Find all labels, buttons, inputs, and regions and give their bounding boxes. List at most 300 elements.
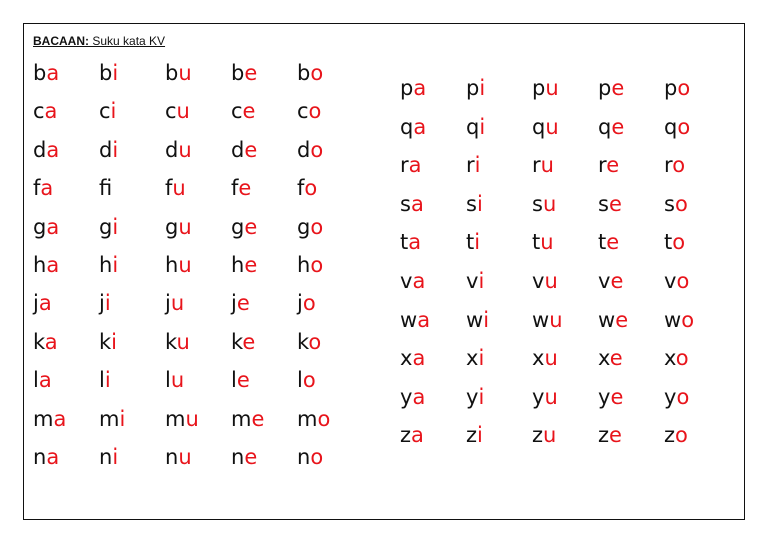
syllable-mi — [99, 407, 125, 431]
syllable-se — [598, 192, 622, 216]
syllable-consonant: f — [297, 176, 305, 201]
syllable-go — [297, 215, 323, 239]
syllable-vowel: a — [46, 445, 60, 469]
syllable-fa — [33, 176, 53, 200]
syllable-vowel: a — [46, 214, 60, 239]
syllable-consonant: r — [466, 153, 475, 178]
syllable-vowel: o — [672, 230, 686, 255]
syllable-consonant: q — [466, 114, 480, 139]
syllable-vowel: e — [609, 346, 623, 371]
syllable-consonant: b — [231, 61, 245, 85]
syllable-consonant: n — [231, 445, 245, 469]
syllable-xo — [664, 346, 689, 370]
syllable-vowel: o — [310, 61, 324, 85]
syllable-lu — [165, 368, 184, 392]
syllable-ku — [165, 330, 190, 354]
syllable-vowel: a — [38, 291, 52, 316]
syllable-consonant: w — [400, 307, 418, 332]
syllable-consonant: t — [664, 230, 673, 255]
syllable-vowel: i — [478, 384, 485, 409]
syllable-ha — [33, 253, 59, 277]
syllable-vowel: o — [675, 346, 689, 371]
syllable-vowel: o — [672, 153, 686, 178]
syllable-yi — [466, 385, 484, 409]
syllable-de — [231, 138, 257, 162]
syllable-vowel: i — [478, 269, 485, 293]
syllable-bi — [99, 61, 118, 85]
syllable-vowel: i — [483, 307, 490, 332]
syllable-consonant: f — [99, 176, 113, 201]
syllable-vowel: u — [176, 99, 190, 124]
syllable-consonant: d — [99, 137, 113, 162]
syllable-co — [297, 99, 321, 123]
syllable-vowel: a — [408, 153, 422, 178]
syllable-ve — [598, 269, 623, 293]
syllable-mo — [297, 407, 330, 431]
syllable-da — [33, 138, 59, 162]
syllable-consonant: c — [99, 99, 111, 124]
syllable-fi — [99, 176, 112, 200]
syllable-consonant: p — [466, 76, 480, 100]
syllable-hi — [99, 253, 118, 277]
syllable-gi — [99, 215, 118, 239]
syllable-wa — [400, 308, 430, 332]
syllable-consonant: y — [466, 384, 479, 409]
syllable-vowel: e — [610, 269, 624, 293]
syllable-ra — [400, 153, 422, 177]
syllable-ji — [99, 291, 111, 315]
syllable-sa — [400, 192, 424, 216]
syllable-vowel: a — [412, 384, 426, 409]
syllable-consonant: j — [33, 291, 39, 316]
syllable-consonant: f — [165, 176, 173, 201]
syllable-consonant: p — [532, 76, 546, 100]
syllable-cu — [165, 99, 190, 123]
syllable-ya — [400, 385, 425, 409]
syllable-consonant: m — [99, 406, 120, 431]
syllable-ko — [297, 330, 321, 354]
syllable-vowel: i — [112, 137, 119, 162]
syllable-vowel: u — [542, 191, 557, 216]
syllable-consonant: k — [33, 329, 45, 354]
syllable-consonant: m — [231, 406, 252, 431]
syllable-vowel: e — [244, 253, 258, 277]
syllable-ma — [33, 407, 66, 431]
syllable-vowel: u — [178, 253, 192, 277]
syllable-consonant: j — [231, 291, 237, 316]
syllable-ju — [165, 291, 184, 315]
syllable-consonant: x — [664, 346, 676, 371]
syllable-consonant: z — [400, 423, 412, 448]
syllable-vowel: u — [176, 329, 190, 354]
syllable-zi — [466, 423, 483, 447]
syllable-consonant: l — [231, 368, 237, 393]
syllable-consonant: c — [33, 99, 45, 124]
syllable-vowel: o — [302, 368, 316, 393]
syllable-ka — [33, 330, 58, 354]
syllable-di — [99, 138, 118, 162]
syllable-ke — [231, 330, 255, 354]
syllable-je — [231, 291, 250, 315]
syllable-vowel: a — [44, 99, 58, 124]
syllable-ro — [664, 153, 685, 177]
syllable-consonant: t — [400, 230, 409, 255]
syllable-consonant: l — [33, 368, 39, 393]
syllable-vowel: e — [251, 406, 265, 431]
heading-title: Suku kata KV — [89, 34, 166, 48]
syllable-vowel: i — [112, 253, 119, 277]
syllable-vowel: i — [478, 346, 485, 371]
syllable-consonant: y — [664, 384, 677, 409]
syllable-vowel: e — [610, 384, 624, 409]
syllable-consonant: x — [466, 346, 479, 371]
syllable-vowel: e — [244, 445, 258, 469]
syllable-ye — [598, 385, 623, 409]
syllable-consonant: b — [297, 61, 311, 85]
syllable-hu — [165, 253, 192, 277]
syllable-ca — [33, 99, 57, 123]
syllable-xi — [466, 346, 484, 370]
syllable-zu — [532, 423, 556, 447]
syllable-consonant: c — [231, 99, 243, 124]
syllable-vowel: o — [677, 114, 691, 139]
heading-label: BACAAN: — [33, 34, 89, 48]
syllable-vowel: i — [476, 191, 483, 216]
syllable-consonant: n — [165, 445, 179, 469]
syllable-consonant: y — [598, 384, 611, 409]
syllable-vowel: e — [608, 191, 622, 216]
syllable-xu — [532, 346, 558, 370]
syllable-vowel: o — [317, 406, 331, 431]
syllable-vowel: e — [611, 76, 625, 100]
syllable-consonant: v — [598, 269, 611, 293]
syllable-consonant: s — [664, 191, 675, 216]
syllable-xa — [400, 346, 425, 370]
syllable-vowel: u — [178, 137, 192, 162]
syllable-consonant: h — [165, 253, 179, 277]
syllable-vowel: o — [674, 191, 688, 216]
syllable-consonant: f — [33, 176, 41, 201]
syllable-vowel: e — [606, 230, 620, 255]
syllable-consonant: g — [33, 214, 47, 239]
syllable-consonant: h — [99, 253, 113, 277]
syllable-vowel: a — [417, 307, 431, 332]
syllable-vowel: i — [474, 230, 481, 255]
syllable-consonant: n — [99, 445, 113, 469]
syllable-vowel: a — [408, 230, 422, 255]
syllable-vowel: o — [308, 329, 322, 354]
syllable-ci — [99, 99, 116, 123]
syllable-qa — [400, 115, 426, 139]
syllable-consonant: t — [598, 230, 607, 255]
syllable-ce — [231, 99, 255, 123]
syllable-consonant: r — [532, 153, 541, 178]
syllable-consonant: n — [297, 445, 311, 469]
syllable-li — [99, 368, 111, 392]
syllable-fo — [297, 176, 317, 200]
syllable-vowel: o — [677, 76, 691, 100]
syllable-consonant: h — [297, 253, 311, 277]
syllable-qo — [664, 115, 690, 139]
syllable-consonant: s — [598, 191, 609, 216]
syllable-fe — [231, 176, 251, 200]
syllable-vowel: a — [44, 329, 58, 354]
syllable-te — [598, 230, 619, 254]
syllable-vowel: o — [310, 445, 324, 469]
syllable-consonant: p — [598, 76, 612, 100]
syllable-consonant: k — [165, 329, 177, 354]
syllable-pe — [598, 76, 624, 100]
syllable-consonant: k — [99, 329, 112, 354]
syllable-vowel: e — [236, 291, 250, 316]
syllable-pi — [466, 76, 485, 100]
syllable-ba — [33, 61, 59, 85]
syllable-consonant: z — [598, 423, 610, 448]
worksheet-frame — [23, 23, 745, 520]
syllable-pu — [532, 76, 559, 100]
syllable-qu — [532, 115, 559, 139]
syllable-consonant: b — [33, 61, 47, 85]
syllable-du — [165, 138, 192, 162]
syllable-consonant: z — [466, 423, 478, 448]
syllable-vowel: o — [681, 307, 695, 332]
syllable-consonant: w — [664, 307, 682, 332]
syllable-so — [664, 192, 688, 216]
syllable-vowel: u — [545, 76, 559, 100]
syllable-ze — [598, 423, 622, 447]
syllable-su — [532, 192, 556, 216]
syllable-consonant: p — [664, 76, 678, 100]
syllable-wu — [532, 308, 563, 332]
syllable-pa — [400, 76, 426, 100]
syllable-vowel: u — [185, 406, 199, 431]
syllable-vowel: a — [410, 191, 424, 216]
syllable-le — [231, 368, 250, 392]
syllable-consonant: v — [466, 269, 479, 293]
syllable-vowel: u — [540, 230, 554, 255]
syllable-consonant: t — [466, 230, 475, 255]
syllable-consonant: r — [400, 153, 409, 178]
syllable-consonant: q — [532, 114, 546, 139]
syllable-consonant: r — [664, 153, 673, 178]
syllable-vowel: e — [244, 137, 258, 162]
syllable-vowel: e — [244, 214, 258, 239]
syllable-tu — [532, 230, 554, 254]
syllable-vowel: u — [544, 346, 558, 371]
syllable-consonant: y — [400, 384, 413, 409]
syllable-vowel: i — [104, 368, 111, 393]
syllable-vowel: e — [244, 61, 258, 85]
syllable-we — [598, 308, 628, 332]
syllable-to — [664, 230, 685, 254]
syllable-consonant: g — [297, 214, 311, 239]
syllable-vowel: e — [242, 329, 256, 354]
syllable-vowel: e — [609, 423, 622, 448]
syllable-ri — [466, 153, 480, 177]
syllable-consonant: z — [532, 423, 544, 448]
syllable-he — [231, 253, 257, 277]
syllable-za — [400, 423, 424, 447]
syllable-vowel: o — [676, 384, 690, 409]
syllable-vowel: u — [170, 368, 185, 393]
syllable-vowel: u — [549, 307, 563, 332]
syllable-vowel: a — [411, 423, 424, 448]
syllable-qi — [466, 115, 485, 139]
syllable-be — [231, 61, 257, 85]
syllable-consonant: n — [33, 445, 47, 469]
syllable-vowel: o — [304, 176, 318, 201]
syllable-ni — [99, 445, 118, 469]
syllable-vowel: u — [178, 214, 192, 239]
syllable-consonant: l — [297, 368, 303, 393]
syllable-bu — [165, 61, 192, 85]
syllable-consonant: w — [466, 307, 484, 332]
syllable-consonant: h — [33, 253, 47, 277]
syllable-vowel: u — [172, 176, 186, 201]
syllable-consonant: l — [99, 368, 105, 393]
syllable-consonant: p — [400, 76, 414, 100]
syllable-consonant: g — [231, 214, 245, 239]
syllable-ja — [33, 291, 52, 315]
syllable-vowel: o — [675, 423, 688, 448]
syllable-ru — [532, 153, 554, 177]
syllable-consonant: j — [99, 291, 105, 316]
syllable-consonant: v — [400, 269, 413, 293]
syllable-vowel: a — [413, 76, 427, 100]
worksheet-heading — [33, 34, 165, 48]
syllable-vowel: i — [112, 61, 119, 85]
syllable-vowel: i — [111, 329, 118, 354]
syllable-consonant: m — [297, 406, 318, 431]
syllable-vu — [532, 269, 558, 293]
syllable-consonant: w — [598, 307, 616, 332]
syllable-consonant: w — [532, 307, 550, 332]
syllable-consonant: b — [165, 61, 179, 85]
syllable-consonant: v — [664, 269, 677, 293]
syllable-vowel: o — [302, 291, 316, 316]
syllable-ta — [400, 230, 421, 254]
syllable-consonant: r — [598, 153, 607, 178]
syllable-fu — [165, 176, 186, 200]
syllable-consonant: x — [598, 346, 610, 371]
syllable-consonant: j — [165, 291, 171, 316]
syllable-vowel: u — [170, 291, 185, 316]
syllable-vowel: a — [46, 253, 60, 277]
syllable-vowel: a — [53, 406, 67, 431]
syllable-consonant: q — [400, 114, 414, 139]
syllable-mu — [165, 407, 199, 431]
syllable-consonant: s — [532, 191, 543, 216]
syllable-vowel: i — [479, 114, 486, 139]
syllable-vowel: u — [178, 445, 192, 469]
syllable-vowel: i — [474, 153, 481, 178]
syllable-consonant: h — [231, 253, 245, 277]
syllable-la — [33, 368, 52, 392]
syllable-vowel: e — [236, 368, 250, 393]
syllable-vowel: u — [178, 61, 192, 85]
syllable-vowel: a — [413, 114, 427, 139]
syllable-vowel: i — [112, 214, 119, 239]
syllable-vowel: u — [544, 269, 558, 293]
syllable-consonant: d — [165, 137, 179, 162]
syllable-wo — [664, 308, 694, 332]
syllable-re — [598, 153, 619, 177]
syllable-consonant: l — [165, 368, 171, 393]
syllable-no — [297, 445, 323, 469]
syllable-bo — [297, 61, 323, 85]
syllable-do — [297, 138, 323, 162]
syllable-vowel: a — [38, 368, 52, 393]
syllable-consonant: k — [297, 329, 309, 354]
syllable-vowel: u — [540, 153, 554, 178]
syllable-consonant: y — [532, 384, 545, 409]
syllable-consonant: x — [532, 346, 545, 371]
syllable-ti — [466, 230, 480, 254]
syllable-consonant: t — [532, 230, 541, 255]
syllable-consonant: c — [165, 99, 177, 124]
syllable-vowel: e — [606, 153, 620, 178]
syllable-lo — [297, 368, 316, 392]
syllable-vowel: o — [676, 269, 690, 293]
syllable-vowel: o — [310, 137, 324, 162]
syllable-consonant: s — [400, 191, 411, 216]
syllable-ki — [99, 330, 117, 354]
syllable-consonant: g — [99, 214, 113, 239]
syllable-vowel: u — [544, 384, 558, 409]
syllable-vowel: i — [112, 445, 119, 469]
syllable-consonant: m — [165, 406, 186, 431]
syllable-wi — [466, 308, 489, 332]
syllable-vowel: e — [611, 114, 625, 139]
syllable-vowel: i — [479, 76, 486, 100]
syllable-consonant: d — [231, 137, 245, 162]
syllable-ga — [33, 215, 59, 239]
syllable-vowel: i — [110, 99, 117, 124]
syllable-consonant: s — [466, 191, 477, 216]
syllable-vowel: o — [310, 214, 324, 239]
syllable-vowel: a — [412, 269, 426, 293]
syllable-vo — [664, 269, 689, 293]
syllable-vowel: e — [615, 307, 629, 332]
syllable-consonant: d — [33, 137, 47, 162]
syllable-vowel: o — [310, 253, 324, 277]
syllable-consonant: x — [400, 346, 413, 371]
syllable-va — [400, 269, 425, 293]
syllable-vi — [466, 269, 484, 293]
syllable-consonant: f — [231, 176, 239, 201]
syllable-vowel: i — [104, 291, 111, 316]
syllable-vowel: a — [46, 137, 60, 162]
syllable-na — [33, 445, 59, 469]
syllable-consonant: j — [297, 291, 303, 316]
syllable-po — [664, 76, 690, 100]
syllable-vowel: a — [46, 61, 60, 85]
syllable-consonant: z — [664, 423, 676, 448]
syllable-vowel: i — [119, 406, 126, 431]
syllable-xe — [598, 346, 623, 370]
syllable-consonant: m — [33, 406, 54, 431]
syllable-vowel: u — [545, 114, 559, 139]
syllable-vowel: e — [242, 99, 256, 124]
syllable-consonant: c — [297, 99, 309, 124]
syllable-consonant: b — [99, 61, 113, 85]
syllable-zo — [664, 423, 688, 447]
syllable-vowel: e — [238, 176, 252, 201]
syllable-vowel: a — [412, 346, 426, 371]
syllable-ge — [231, 215, 257, 239]
syllable-consonant: q — [664, 114, 678, 139]
syllable-consonant: d — [297, 137, 311, 162]
